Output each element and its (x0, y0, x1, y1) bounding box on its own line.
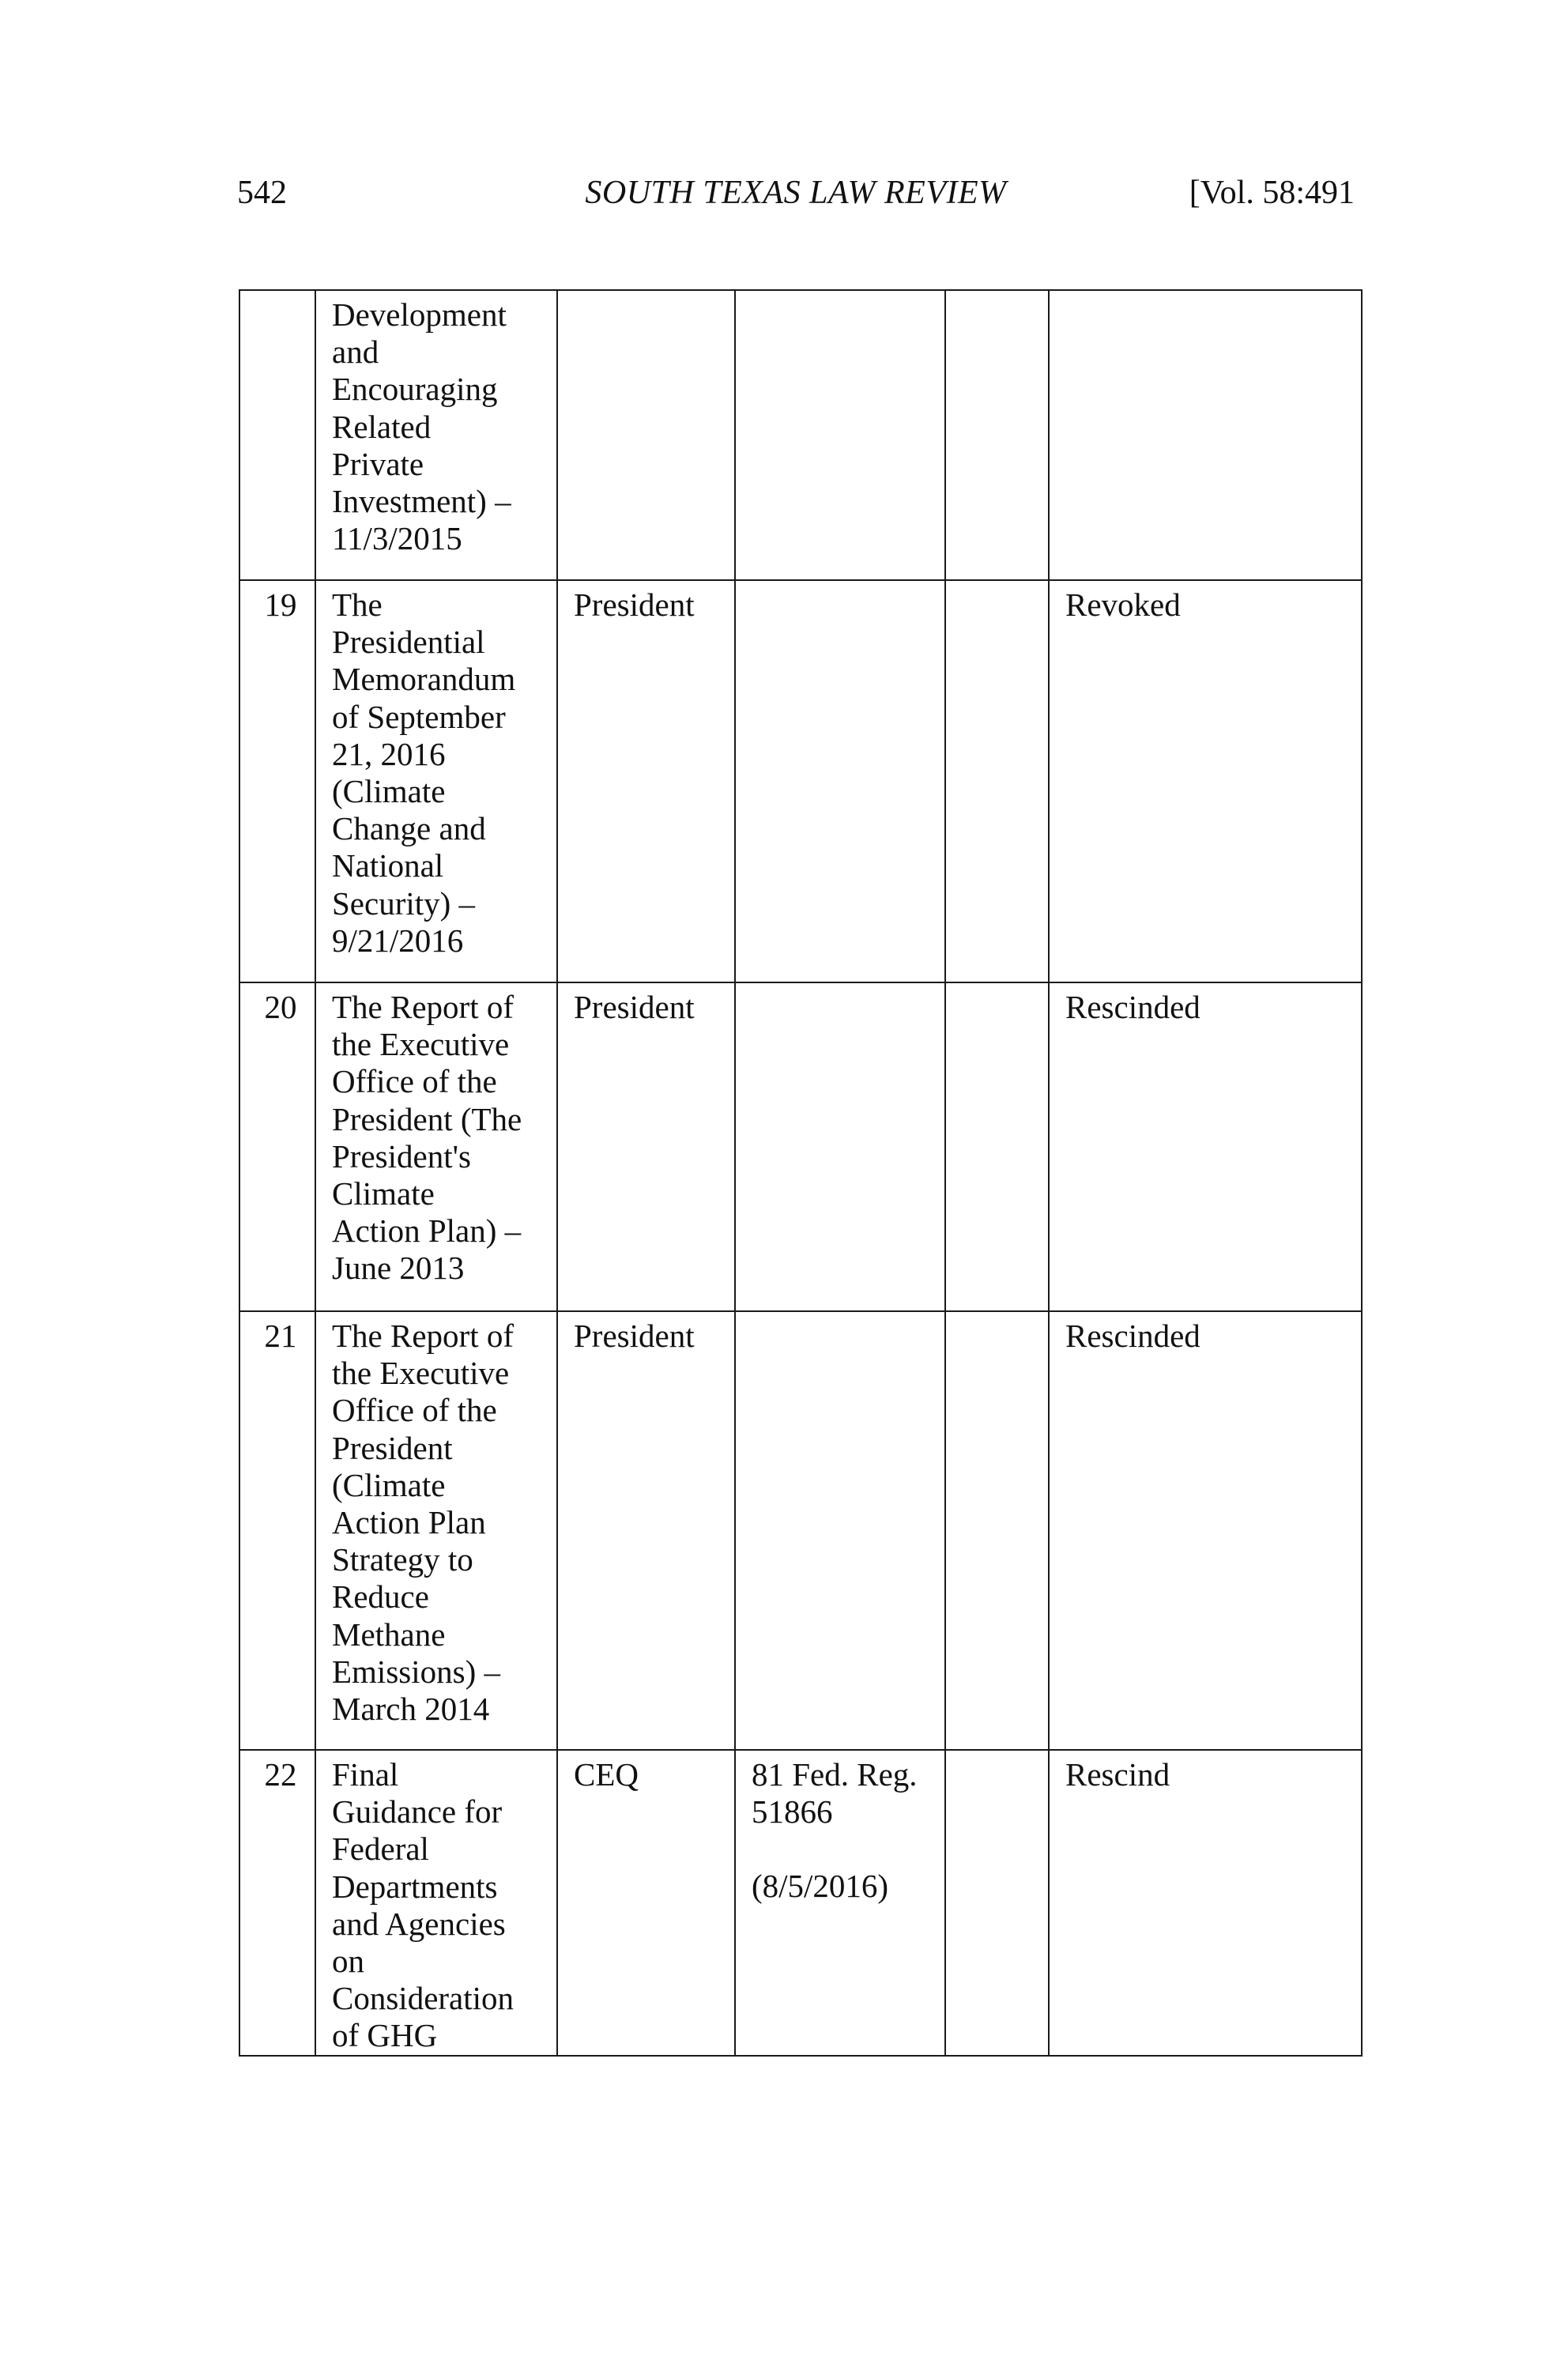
title-line: June 2013 (332, 1250, 465, 1287)
table-row (239, 290, 1362, 580)
citation-line: 51866 (752, 1793, 833, 1830)
document-title-cell (315, 290, 557, 580)
issuer-cell: President (557, 580, 735, 982)
row-number-cell: 19 (239, 580, 315, 982)
title-line: Investment) – (332, 483, 511, 520)
action-cell: Rescinded (1049, 982, 1362, 1311)
title-line: 11/3/2015 (332, 520, 462, 557)
table-row (239, 1311, 1362, 1750)
row-number-cell: 20 (239, 982, 315, 1311)
title-line: of GHG (332, 2017, 438, 2054)
title-line: Methane (332, 1616, 446, 1653)
issuer-cell: CEQ (557, 1750, 735, 2056)
table-row (239, 580, 1362, 982)
title-line: National (332, 847, 444, 884)
document-title-cell (315, 580, 557, 982)
title-line: The (332, 586, 383, 623)
title-line: Private (332, 445, 424, 482)
empty-cell (945, 1311, 1049, 1750)
empty-cell (945, 290, 1049, 580)
row-number-cell: 21 (239, 1311, 315, 1750)
title-line: 9/21/2016 (332, 922, 464, 959)
title-line: Presidential (332, 624, 485, 661)
title-line: President (The (332, 1100, 522, 1137)
citation-cell (735, 1750, 945, 2056)
title-line: Departments (332, 1868, 498, 1905)
action-cell (1049, 290, 1362, 580)
document-title-cell (315, 1311, 557, 1750)
title-line: Climate (332, 1175, 435, 1212)
title-line: The Report of (332, 1318, 514, 1354)
citation-line: 81 Fed. Reg. (752, 1756, 918, 1793)
title-line: Encouraging (332, 371, 498, 408)
title-line: and (332, 334, 379, 371)
document-title-cell (315, 1750, 557, 2056)
empty-cell (945, 580, 1049, 982)
page-number: 542 (237, 175, 287, 211)
title-line: and Agencies (332, 1905, 506, 1942)
empty-cell (945, 1750, 1049, 2056)
title-line: the Executive (332, 1355, 510, 1392)
title-line: Final (332, 1756, 399, 1793)
regulations-table (239, 289, 1363, 2057)
title-line: Memorandum (332, 661, 516, 698)
issuer-cell: President (557, 1311, 735, 1750)
table-row (239, 982, 1362, 1311)
title-line: Change and (332, 810, 486, 847)
issuer-cell (557, 290, 735, 580)
title-line: President (332, 1429, 453, 1466)
title-line: on (332, 1943, 364, 1980)
journal-title: SOUTH TEXAS LAW REVIEW (585, 175, 1007, 211)
title-line: of September (332, 698, 506, 735)
table-row (239, 1750, 1362, 2056)
title-line: March 2014 (332, 1691, 490, 1728)
title-line: Guidance for (332, 1793, 503, 1830)
citation-cell (735, 1311, 945, 1750)
empty-cell (945, 982, 1049, 1311)
title-line: the Executive (332, 1026, 510, 1063)
title-line: Office of the (332, 1392, 497, 1429)
row-number-cell: 22 (239, 1750, 315, 2056)
title-line: Related (332, 408, 432, 445)
action-cell: Rescinded (1049, 1311, 1362, 1750)
volume-citation: [Vol. 58:491 (1189, 175, 1355, 211)
title-line: Security) – (332, 884, 476, 922)
action-cell: Revoked (1049, 580, 1362, 982)
title-line: 21, 2016 (332, 735, 446, 772)
citation-date: (8/5/2016) (752, 1868, 889, 1905)
title-line: Development (332, 296, 507, 333)
title-line: Office of the (332, 1063, 497, 1100)
title-line: (Climate (332, 773, 446, 810)
title-line: Consideration (332, 1980, 514, 2017)
title-line: President's (332, 1137, 471, 1174)
title-line: The Report of (332, 989, 514, 1025)
citation-cell (735, 982, 945, 1311)
issuer-cell: President (557, 982, 735, 1311)
title-line: (Climate (332, 1466, 446, 1503)
table-body (239, 290, 1362, 2056)
citation-spacer (752, 1830, 935, 1868)
title-line: Action Plan (332, 1504, 486, 1541)
title-line: Reduce (332, 1578, 429, 1616)
page-header (237, 174, 1355, 218)
action-cell: Rescind (1049, 1750, 1362, 2056)
title-line: Emissions) – (332, 1653, 500, 1690)
document-title-cell (315, 982, 557, 1311)
row-number-cell (239, 290, 315, 580)
title-line: Action Plan) – (332, 1212, 522, 1250)
citation-cell (735, 290, 945, 580)
title-line: Federal (332, 1830, 429, 1868)
title-line: Strategy to (332, 1541, 473, 1578)
citation-cell (735, 580, 945, 982)
